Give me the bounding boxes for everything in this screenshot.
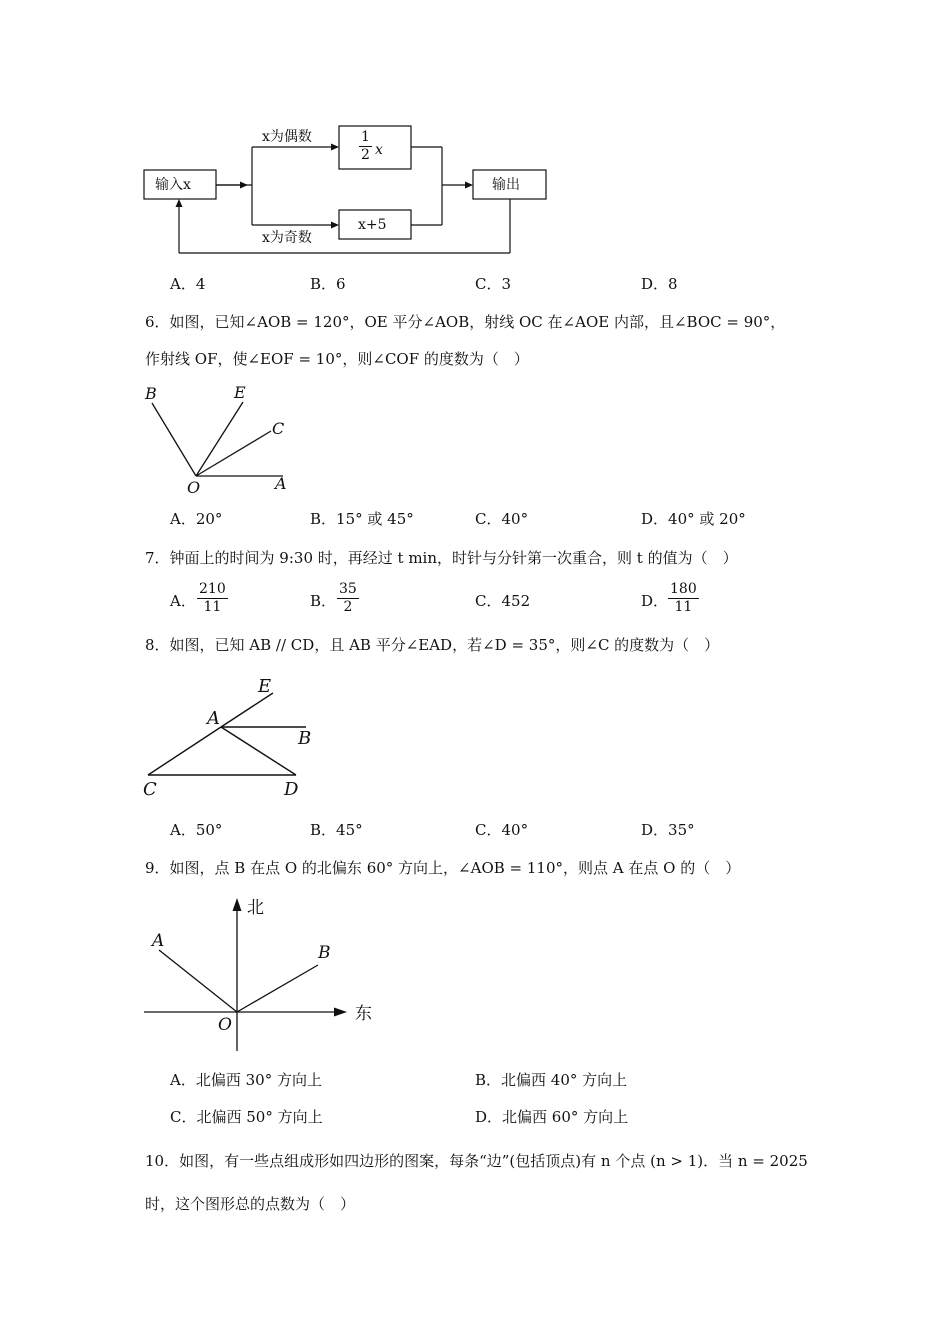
option-label: B． [310, 275, 337, 293]
option-value: 40° [501, 821, 529, 839]
q9-label-north: 北 [247, 898, 264, 918]
option-value: 8 [668, 275, 678, 293]
option-value: 北偏西 40° 方向上 [501, 1071, 628, 1089]
even-op-variable: x [375, 142, 383, 158]
output-label: 输出 [492, 177, 520, 193]
fraction-denominator: 11 [203, 599, 222, 615]
option-label: D． [641, 592, 669, 610]
fraction-numerator: 1 [361, 129, 370, 145]
q6-stem-line1: 6．如图，已知∠AOB = 120°，OE 平分∠AOB，射线 OC 在∠AOE 内部，且∠BOC = 90°， [145, 313, 786, 331]
option-label: D． [475, 1108, 503, 1126]
option-value: 20° [195, 510, 223, 528]
q9-label-o: O [218, 1015, 232, 1035]
q7-stem: 7．钟面上的时间为 9:30 时，再经过 t min，时针与分针第一次重合，则 t 的值为（ ） [145, 549, 738, 567]
option-label: D． [641, 275, 669, 293]
input-label: 输入x [155, 177, 191, 193]
q10-stem-line1: 10．如图，有一些点组成形如四边形的图案，每条“边”(包括顶点)有 n 个点 (n > 1)．当 n = 2025 [145, 1152, 808, 1170]
option-label: A． [170, 821, 196, 839]
ray-oa [159, 950, 237, 1012]
fraction-numerator: 35 [339, 581, 357, 597]
option-label: C． [475, 821, 502, 839]
option-label: B． [310, 510, 337, 528]
option-label: C． [475, 275, 502, 293]
fraction-numerator: 210 [199, 581, 226, 597]
option-value: 45° [336, 821, 363, 839]
fraction-numerator: 180 [670, 581, 697, 597]
q6-label-e: E [234, 383, 246, 402]
option-value: 50° [195, 821, 223, 839]
option-label: C． [475, 510, 502, 528]
q9-label-east: 东 [355, 1004, 372, 1024]
option-value: 35° [668, 821, 695, 839]
option-value: 4 [195, 275, 206, 293]
q8-label-e: E [258, 676, 272, 697]
option-value: 452 [501, 592, 531, 610]
option-label: B． [475, 1071, 502, 1089]
option-label: D． [641, 510, 669, 528]
option-label: B． [310, 592, 337, 610]
fraction-denominator: 2 [343, 599, 353, 615]
option-label: D． [641, 821, 669, 839]
option-label: C． [170, 1108, 197, 1126]
q6-label-o: O [187, 478, 201, 497]
q9-label-b: B [318, 943, 331, 963]
q8-label-c: C [143, 779, 157, 800]
q9-stem: 9．如图，点 B 在点 O 的北偏东 60° 方向上，∠AOB = 110°，则点 A 在点 O 的（ ） [145, 859, 741, 877]
option-label: A． [170, 510, 196, 528]
east-arrow-head [334, 1008, 347, 1017]
q9-option-c[interactable] [170, 1107, 323, 1127]
option-value: 3 [501, 275, 512, 293]
q8-label-a: A [207, 708, 220, 729]
q8-label-b: B [298, 728, 312, 749]
q9-label-a: A [152, 931, 165, 951]
q6-label-a: A [275, 474, 287, 493]
option-label: A． [170, 275, 196, 293]
option-value: 6 [336, 275, 346, 293]
option-label: C． [475, 592, 502, 610]
odd-condition-label: x为奇数 [262, 230, 312, 246]
option-value: 北偏西 30° 方向上 [195, 1071, 322, 1089]
q6-stem-line2: 作射线 OF，使∠EOF = 10°，则∠COF 的度数为（ ） [145, 350, 529, 368]
north-arrow-head [233, 898, 242, 911]
q6-label-b: B [145, 384, 157, 403]
odd-op-label: x+5 [358, 217, 387, 233]
option-value: 北偏西 60° 方向上 [502, 1108, 629, 1126]
fraction-denominator: 11 [674, 599, 693, 615]
q8-label-d: D [284, 779, 299, 800]
q6-label-c: C [272, 419, 285, 438]
ray-ob [237, 965, 318, 1012]
q9-option-a[interactable] [170, 1070, 322, 1090]
option-value: 40° [501, 510, 529, 528]
fraction-denominator: 2 [361, 147, 370, 163]
even-condition-label: x为偶数 [262, 129, 312, 145]
option-label: A． [170, 592, 196, 610]
option-value: 北偏西 50° 方向上 [196, 1108, 323, 1126]
option-value: 15° 或 45° [336, 510, 414, 528]
q8-stem: 8．如图，已知 AB // CD，且 AB 平分∠EAD，若∠D = 35°，则∠C 的度数为（ ） [145, 636, 720, 654]
q10-stem-line2: 时，这个图形总的点数为（ ） [145, 1195, 356, 1213]
q9-option-d[interactable] [475, 1107, 628, 1127]
q9-option-b[interactable] [475, 1070, 627, 1090]
option-value: 40° 或 20° [668, 510, 746, 528]
option-label: B． [310, 821, 337, 839]
option-label: A． [170, 1071, 196, 1089]
